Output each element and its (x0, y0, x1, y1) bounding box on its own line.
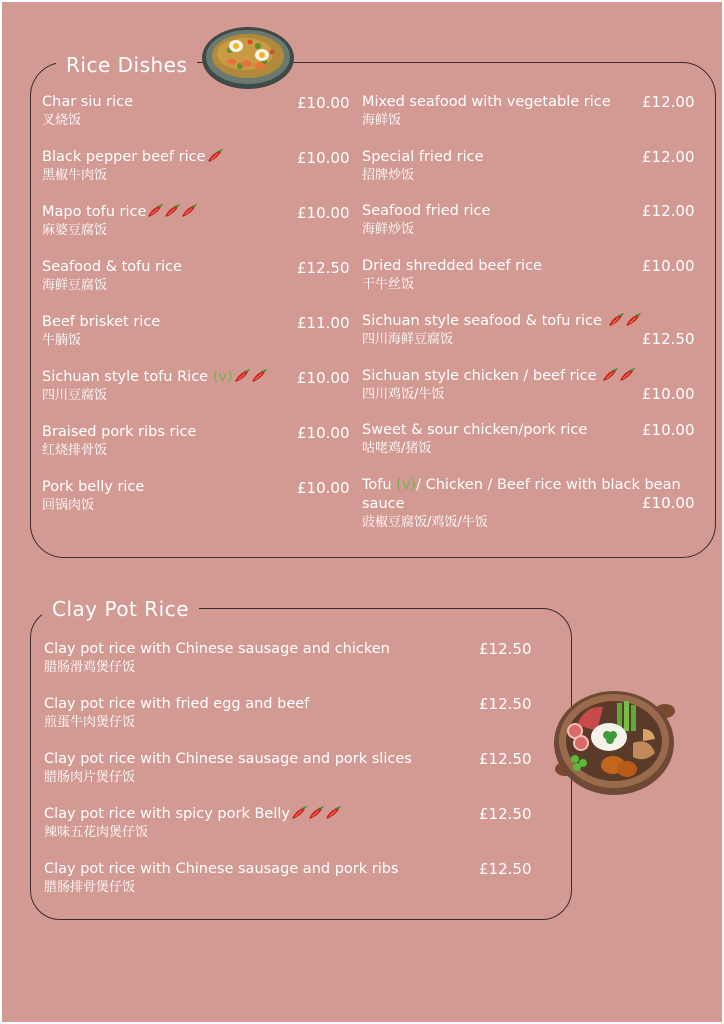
dish-name: Sichuan style tofu Rice (42, 369, 209, 385)
list-item (362, 257, 542, 293)
dish-price: £11.00 (297, 314, 350, 332)
dish-price: £12.00 (642, 202, 695, 220)
dish-price: £10.00 (297, 94, 350, 112)
list-item (42, 148, 223, 184)
dish-name-zh: 麻婆豆腐饭 (42, 223, 108, 238)
chili-pepper-icon (308, 806, 324, 820)
dish-name: Tofu (362, 477, 397, 493)
dish-price: £10.00 (642, 385, 695, 403)
dish-name-zh: 四川海鲜豆腐饭 (362, 332, 454, 347)
dish-name: Sichuan style chicken / beef rice (362, 368, 597, 384)
dish-name-zh: 海鲜炒饭 (362, 222, 415, 237)
chili-pepper-icon (164, 204, 180, 218)
dish-name-zh: 招牌炒饭 (362, 168, 415, 183)
dish-name-zh: 红烧排骨饭 (42, 443, 108, 458)
clay-pot-title: Clay Pot Rice (42, 597, 199, 621)
dish-name-zh: 回锅肉饭 (42, 498, 95, 513)
dish-price: £10.00 (642, 257, 695, 275)
dish-name: Mixed seafood with vegetable rice (362, 94, 611, 110)
dish-price: £10.00 (297, 149, 350, 167)
list-item (44, 695, 309, 731)
chili-pepper-icon (602, 368, 618, 382)
rice-dishes-title: Rice Dishes (56, 53, 197, 77)
dish-name: Black pepper beef rice (42, 149, 206, 165)
list-item (362, 421, 587, 457)
chili-pepper-icon (625, 313, 641, 327)
menu-page (2, 2, 722, 1022)
list-item (362, 202, 490, 238)
dish-name: Clay pot rice with Chinese sausage and pork slices (44, 751, 412, 767)
dish-price: £12.50 (479, 640, 532, 658)
dish-price: £10.00 (642, 421, 695, 439)
dish-price: £10.00 (642, 494, 695, 512)
dish-price: £10.00 (297, 369, 350, 387)
dish-name-zh: 腊肠肉片煲仔饭 (44, 770, 136, 785)
chili-pepper-icon (147, 204, 163, 218)
dish-name: Clay pot rice with Chinese sausage and chicken (44, 641, 390, 657)
chili-pepper-icon (325, 806, 341, 820)
dish-price: £10.00 (297, 479, 350, 497)
dish-name-zh: 黑椒牛肉饭 (42, 168, 108, 183)
list-item (362, 312, 641, 348)
list-item (362, 148, 484, 184)
dish-price: £12.50 (297, 259, 350, 277)
list-item (362, 367, 635, 403)
chili-pepper-icon (234, 369, 250, 383)
dish-name-zh: 四川鸡饭/牛饭 (362, 387, 445, 402)
dish-price: £12.50 (479, 860, 532, 878)
list-item (44, 805, 341, 841)
dish-name-zh: 咕咾鸡/猪饭 (362, 441, 432, 456)
chili-pepper-icon (291, 806, 307, 820)
dish-name: Mapo tofu rice (42, 204, 147, 220)
vegetarian-marker: (v) (212, 369, 233, 385)
dish-name-zh: 辣味五花肉煲仔饭 (44, 825, 149, 840)
dish-name-zh: 干牛丝饭 (362, 277, 415, 292)
list-item (44, 750, 412, 786)
list-item (362, 93, 611, 129)
dish-name: Special fried rice (362, 149, 484, 165)
fried-rice-plate-image (200, 22, 296, 90)
dish-price: £12.50 (479, 750, 532, 768)
clay-pot-rice-image (547, 685, 681, 797)
list-item (42, 258, 182, 294)
dish-price: £12.50 (479, 695, 532, 713)
list-item (44, 640, 390, 676)
dish-name-cont: / Chicken / Beef rice with black bean (416, 477, 681, 493)
dish-price: £12.00 (642, 148, 695, 166)
chili-pepper-icon (608, 313, 624, 327)
list-item (42, 93, 133, 129)
dish-name-cont: sauce (362, 496, 405, 512)
dish-name: Clay pot rice with Chinese sausage and pork ribs (44, 861, 399, 877)
dish-price: £12.50 (642, 330, 695, 348)
dish-name-zh: 四川豆腐饭 (42, 388, 108, 403)
list-item (42, 203, 197, 239)
dish-name-zh: 叉烧饭 (42, 113, 82, 128)
dish-price: £12.00 (642, 93, 695, 111)
dish-name: Sweet & sour chicken/pork rice (362, 422, 588, 438)
dish-name-zh: 腊肠排骨煲仔饭 (44, 880, 136, 895)
dish-name-zh: 腊肠滑鸡煲仔饭 (44, 660, 136, 675)
list-item (362, 476, 681, 531)
dish-name: Seafood fried rice (362, 203, 491, 219)
dish-name: Pork belly rice (42, 479, 145, 495)
list-item (42, 478, 144, 514)
dish-price: £12.50 (479, 805, 532, 823)
dish-name: Sichuan style seafood & tofu rice (362, 313, 602, 329)
dish-name-zh: 牛腩饭 (42, 333, 82, 348)
dish-name: Braised pork ribs rice (42, 424, 197, 440)
chili-pepper-icon (181, 204, 197, 218)
dish-name-zh: 海鲜豆腐饭 (42, 278, 108, 293)
vegetarian-marker: (v) (396, 477, 417, 493)
list-item (42, 423, 196, 459)
dish-name: Seafood & tofu rice (42, 259, 182, 275)
chili-pepper-icon (619, 368, 635, 382)
dish-price: £10.00 (297, 424, 350, 442)
list-item (44, 860, 399, 896)
list-item (42, 368, 267, 404)
dish-name-zh: 煎蛋牛肉煲仔饭 (44, 715, 136, 730)
dish-name-zh: 海鲜饭 (362, 113, 402, 128)
chili-pepper-icon (207, 149, 223, 163)
dish-name: Char siu rice (42, 94, 134, 110)
list-item (42, 313, 160, 349)
dish-name-zh: 豉椒豆腐饭/鸡饭/牛饭 (362, 515, 488, 530)
dish-name: Clay pot rice with spicy pork Belly (44, 806, 290, 822)
dish-name: Clay pot rice with fried egg and beef (44, 696, 310, 712)
dish-name: Dried shredded beef rice (362, 258, 542, 274)
chili-pepper-icon (251, 369, 267, 383)
dish-name: Beef brisket rice (42, 314, 161, 330)
dish-price: £10.00 (297, 204, 350, 222)
